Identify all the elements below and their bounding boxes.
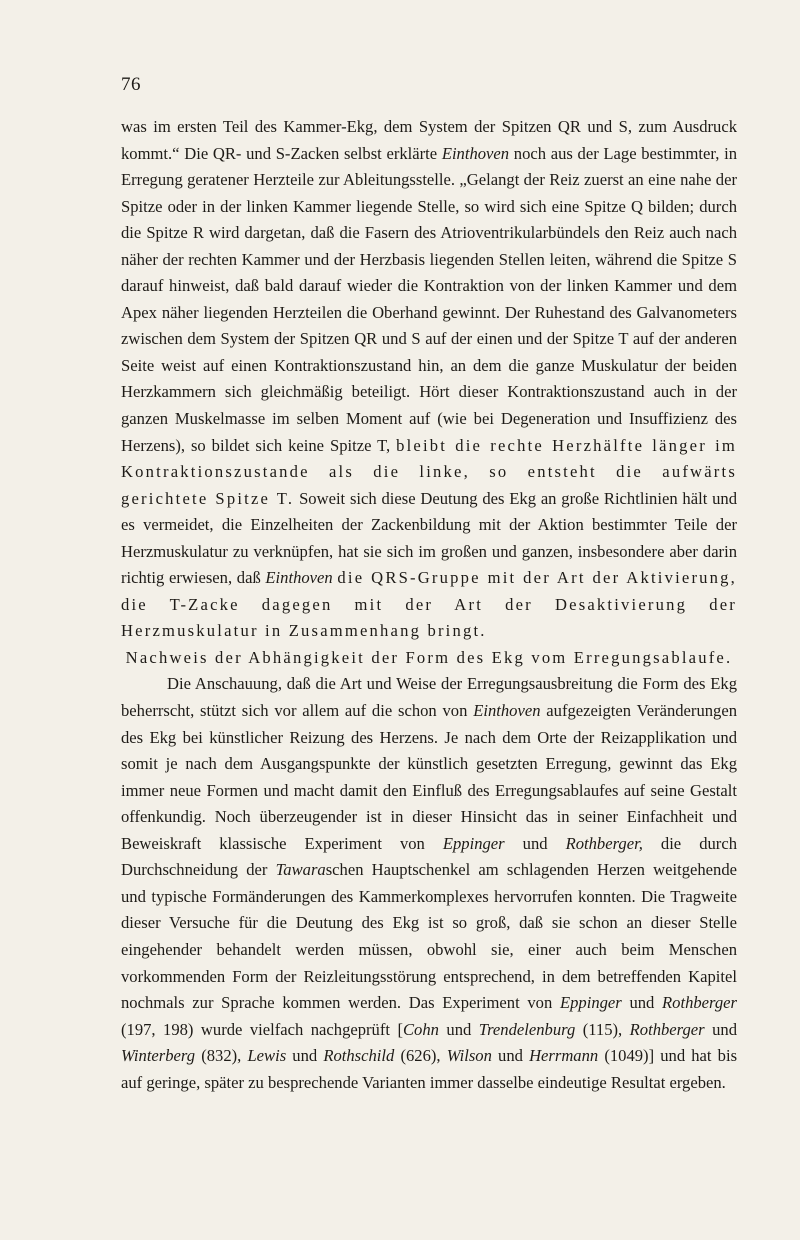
p1-text: was im ersten Teil des Kammer-Ekg, dem System der Spitzen QR und S, zum Ausdruck kommt.“ Die QR- und S-Zacken selbst erklärte	[121, 117, 737, 163]
p2-text: und	[704, 1019, 737, 1039]
page-number: 76	[121, 74, 141, 95]
author-name: Rothberger	[629, 1019, 705, 1039]
author-name: Einthoven	[473, 701, 541, 721]
p2-text: schen Hauptschenkel am schlagenden Herzen weitgehende und typische Formänderungen des Kammerkomplexes hervorrufen konnten. Die Tragweite dieser Versuche für die Deutung des Ekg ist so groß, daß sie schon an dieser Stelle eingehender behandelt werden müssen, obwohl sie, einer auch beim Menschen vorkommenden Form der Reizleitungsstörung entsprechend, in dem betreffenden Kapitel nochmals zur Sprache kommen werden. Das Experiment von	[121, 860, 737, 1013]
p2-text: (115),	[575, 1019, 630, 1039]
p2-text: und	[621, 993, 663, 1013]
p2-text: (197, 198) wurde vielfach nachgeprüft [	[121, 1019, 403, 1039]
author-name: Eppinger	[442, 833, 505, 853]
p2-text: und	[438, 1019, 479, 1039]
body-text	[121, 114, 737, 1096]
author-name: Rothberger,	[565, 833, 643, 853]
author-name: Tawara	[275, 860, 326, 880]
p2-text: (1049)] und hat bis auf geringe, später zu besprechende Varianten immer dasselbe eindeutige Resultat ergeben.	[121, 1046, 738, 1092]
spaced-emphasis: bleibt die rechte Herzhälfte länger im Kontraktionszustande als die linke, so entsteht die aufwärts gerichtete Spitze T.	[121, 435, 737, 508]
p2-text: (832),	[195, 1046, 248, 1066]
p1-text: Soweit sich diese Deutung des Ekg an große Richtlinien hält und es vermeidet, die Einzelheiten der Zackenbildung mit der Aktion bestimmter Teile der Herzmuskulatur zu verknüpfen, hat sie sich im großen und ganzen, insbesondere aber darin richtig erwiesen, daß	[121, 488, 738, 588]
p1-text: noch aus der Lage bestimmter, in Erregung geratener Herzteile zur Ableitungsstelle. „Gelangt der Reiz zuerst an eine nahe der Spitze oder in der linken Kammer liegende Stelle, so wird sich eine Spitze Q bilden; durch die Spitze R wird dargetan, daß die Fasern des Atrioventrikularbündels den Reiz auch nach näher der rechten Kammer und der Herzbasis liegenden Stellen leiten, während die Spitze S darauf hinweist, daß bald darauf wieder die Kontraktion von der linken Kammer und dem Apex näher liegenden Herzteilen die Oberhand gewinnt. Der Ruhestand des Galvanometers zwischen dem System der Spitzen QR und S auf der einen und der Spitze T auf der anderen Seite weist auf einen Kontraktionszustand hin, an dem die ganze Muskulatur der beiden Herzkammern sich gleichmäßig beteiligt. Hört dieser Kontraktionszustand auch in der ganzen Muskelmasse im selben Moment auf (wie bei Degeneration und Insuffizienz des Herzens), so bildet sich keine Spitze T,	[121, 143, 737, 455]
author-name: Rothberger	[662, 993, 738, 1013]
author-name: Wilson	[446, 1046, 492, 1066]
author-name: Rothschild	[323, 1046, 395, 1066]
paragraph-2	[121, 671, 737, 1096]
author-name: Cohn	[402, 1019, 439, 1039]
author-name: Einthoven	[265, 568, 333, 588]
author-name: Winterberg	[121, 1046, 196, 1066]
section-heading: Nachweis der Abhängigkeit der Form des Ekg vom Erregungsablaufe.	[125, 647, 733, 667]
author-name: Lewis	[247, 1046, 287, 1066]
p2-text: Die Anschauung, daß die Art und Weise der Erregungsausbreitung die Form des Ekg beherrscht, stützt sich vor allem auf die schon von	[121, 674, 737, 721]
p2-text: und	[491, 1046, 530, 1066]
author-name: Herrmann	[529, 1046, 599, 1066]
p2-text: und	[504, 833, 566, 853]
paragraph-1	[121, 114, 737, 645]
author-name: Eppinger	[559, 993, 622, 1013]
p2-text: und	[286, 1046, 324, 1066]
p2-text: (626),	[394, 1046, 447, 1066]
p2-text: aufgezeigten Veränderungen des Ekg bei künstlicher Reizung des Herzens. Je nach dem Orte der Reizapplikation und somit je nach dem Ausgangspunkte der künstlich gesetzten Erregung, gewinnt das Ekg immer neue Formen und macht damit den Einfluß des Erregungsablaufes auf seine Gestalt offenkundig. Noch überzeugender ist in dieser Hinsicht das in seiner Einfachheit und Beweiskraft klassische Experiment von	[121, 701, 738, 853]
author-name: Trendelenburg	[478, 1019, 576, 1039]
p2-text: die durch Durchschneidung der	[121, 833, 737, 880]
spaced-emphasis: die QRS-Gruppe mit der Art der Aktivierung, die T-Zacke dagegen mit der Art der Desaktivierung der Herzmuskulatur in Zusammenhang bringt.	[121, 568, 738, 641]
author-name: Einthoven	[441, 143, 510, 163]
